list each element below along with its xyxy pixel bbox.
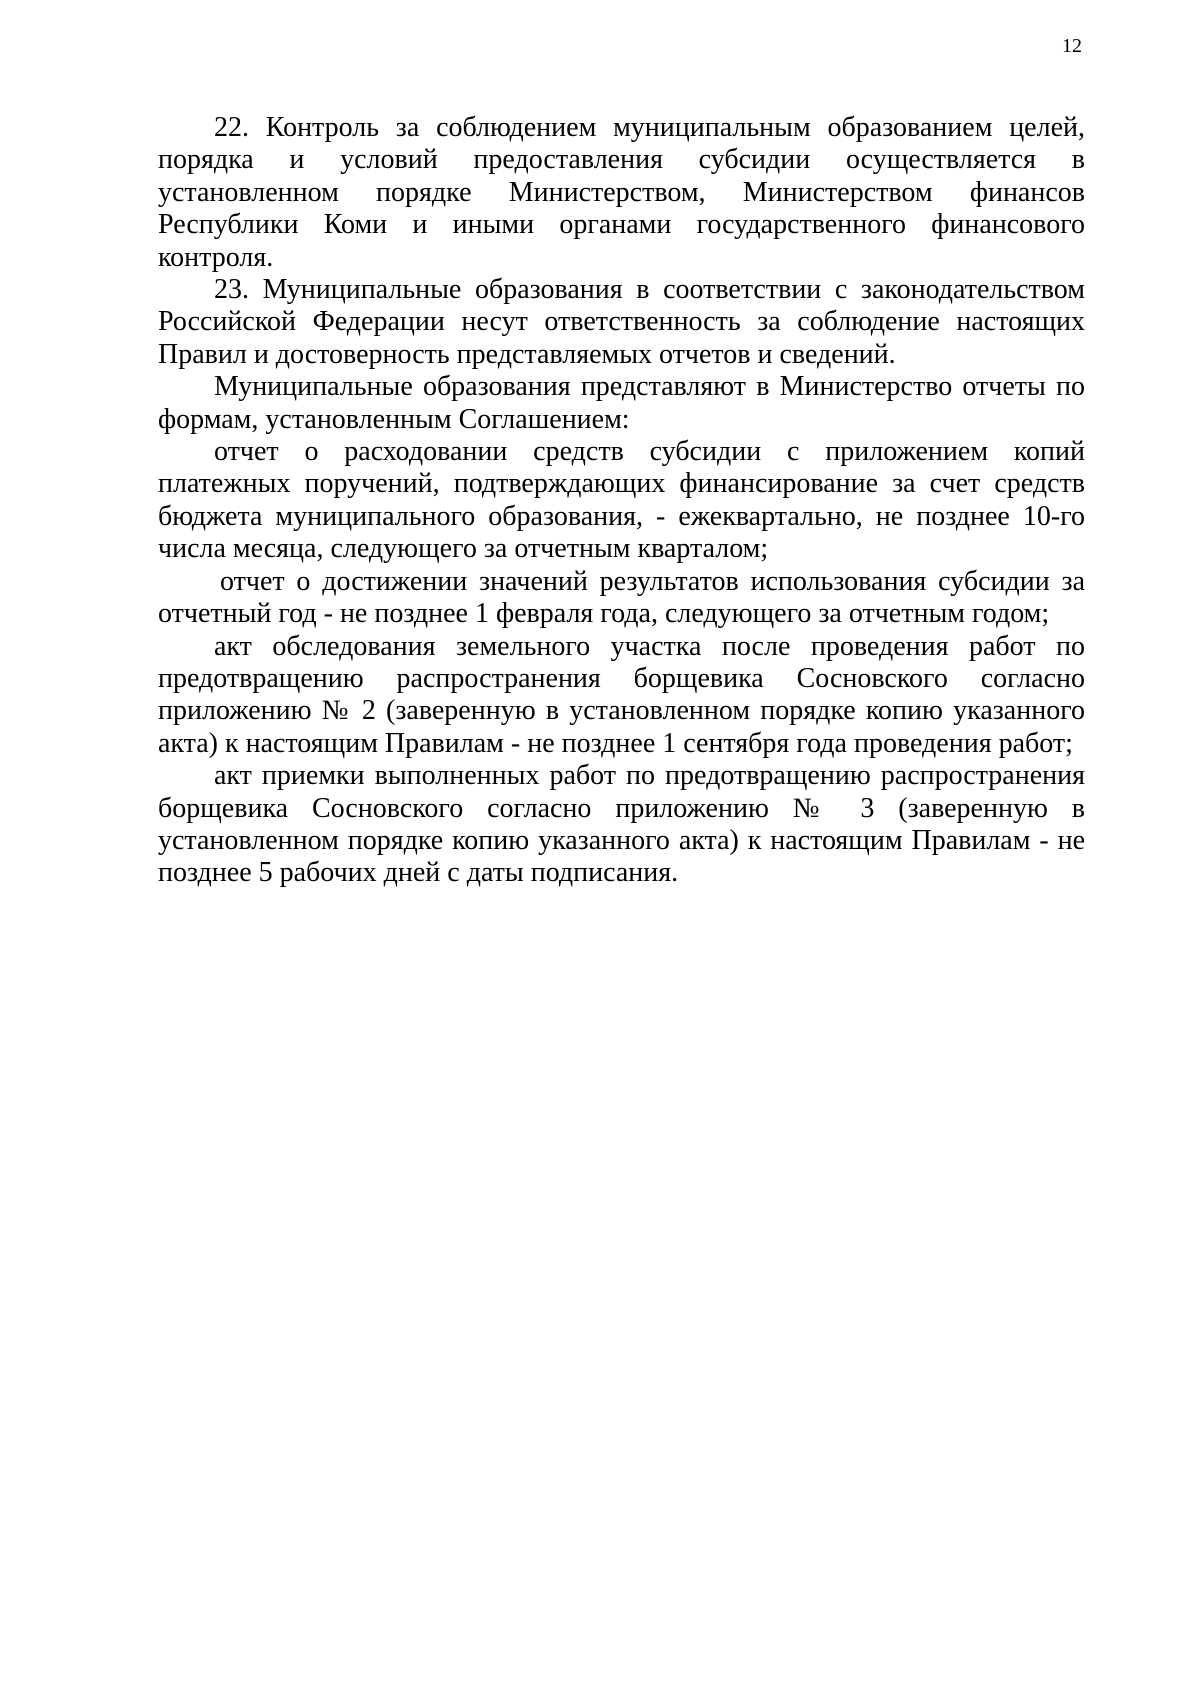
paragraph-reports-intro: Муниципальные образования представляют в Министерство отчеты по формам, установленным Соглашением: — [158, 371, 1085, 435]
paragraph-23: 23. Муниципальные образования в соответствии с законодательством Российской Федерации несут ответственность за соблюдение настоящих Правил и достоверность представляемых отчетов и сведений. — [158, 274, 1085, 370]
paragraph-results-report: отчет о достижении значений результатов использования субсидии за отчетный год - не позднее 1 февраля года, следующего за отчетным годом; — [158, 565, 1085, 630]
paragraph-spending-report: отчет о расходовании средств субсидии с приложением копий платежных поручений, подтверждающих финансирование за счет средств бюджета муниципального образования, - ежеквартально, не позднее 10-го числа месяца, следующего за отчетным кварталом; — [158, 436, 1085, 565]
page-number: 12 — [1062, 35, 1082, 57]
paragraph-inspection-act: акт обследования земельного участка после проведения работ по предотвращению распространения борщевика Сосновского согласно приложению № 2 (заверенную в установленном порядке копию указанного акта) к настоящим Правилам - не позднее 1 сентября года проведения работ; — [158, 630, 1085, 759]
document-body — [158, 112, 1085, 890]
paragraph-acceptance-act: акт приемки выполненных работ по предотвращению распространения борщевика Сосновского согласно приложению № 3 (заверенную в установленном порядке копию указанного акта) к настоящим Правилам - не позднее 5 рабочих дней с даты подписания. — [158, 760, 1085, 889]
paragraph-22: 22. Контроль за соблюдением муниципальным образованием целей, порядка и условий предоставления субсидии осуществляется в установленном порядке Министерством, Министерством финансов Республики Коми и иными органами государственного финансового контроля. — [158, 112, 1085, 273]
